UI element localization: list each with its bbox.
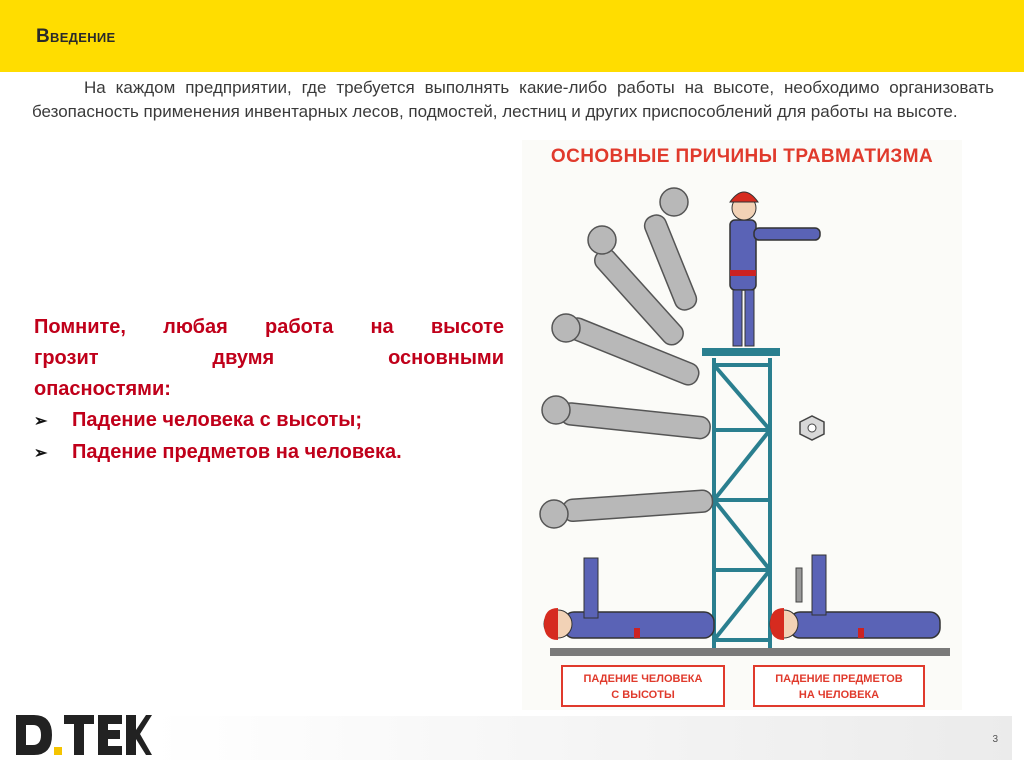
hazard-list xyxy=(34,405,504,469)
dtek-logo xyxy=(12,709,152,761)
label-right-line-1: ПАДЕНИЕ ПРЕДМЕТОВ xyxy=(775,673,903,685)
label-right-line-2: НА ЧЕЛОВЕКА xyxy=(798,689,880,701)
hazard-item-label: Падение предметов на человека. xyxy=(72,441,402,463)
page-number: 3 xyxy=(992,734,998,745)
ground-line xyxy=(550,648,950,656)
label-left-line-1: ПАДЕНИЕ ЧЕЛОВЕКА xyxy=(583,673,703,685)
warning-lead-line-2: грозит двумя основными xyxy=(34,347,504,369)
footer-bar xyxy=(152,716,1012,760)
fallen-worker-left-icon xyxy=(544,558,714,640)
standing-worker-icon xyxy=(730,192,820,346)
poster-title: ОСНОВНЫЕ ПРИЧИНЫ ТРАВМАТИЗМА xyxy=(550,146,934,167)
safety-poster xyxy=(522,140,962,710)
hazard-item-label: Падение человека с высоты; xyxy=(72,409,363,431)
warning-lead-line-3: опасностями: xyxy=(34,378,171,400)
slide-title: Введение xyxy=(36,26,116,47)
falling-worker-sequence-icon xyxy=(540,188,713,528)
arrow-bullet-icon: ➢ xyxy=(34,413,48,430)
poster-illustration xyxy=(522,140,962,710)
label-left-line-2: С ВЫСОТЫ xyxy=(611,689,675,701)
list-item xyxy=(34,405,504,437)
arrow-bullet-icon: ➢ xyxy=(34,445,48,462)
slide-header xyxy=(0,0,1024,72)
tower-platform xyxy=(702,348,780,356)
falling-nut-icon xyxy=(800,416,824,440)
scaffold-tower-icon xyxy=(714,358,770,648)
list-item xyxy=(34,437,504,469)
warning-lead-line-1: Помните, любая работа на высоте xyxy=(34,316,504,338)
intro-paragraph: На каждом предприятии, где требуется выполнять какие-либо работы на высоте, необходимо организовать безопасность применения инвентарных лесов, подмостей, лестниц и других приспособлений для работы на высоте. xyxy=(32,78,994,121)
warning-block xyxy=(34,312,504,469)
fallen-worker-right-icon xyxy=(770,555,940,640)
